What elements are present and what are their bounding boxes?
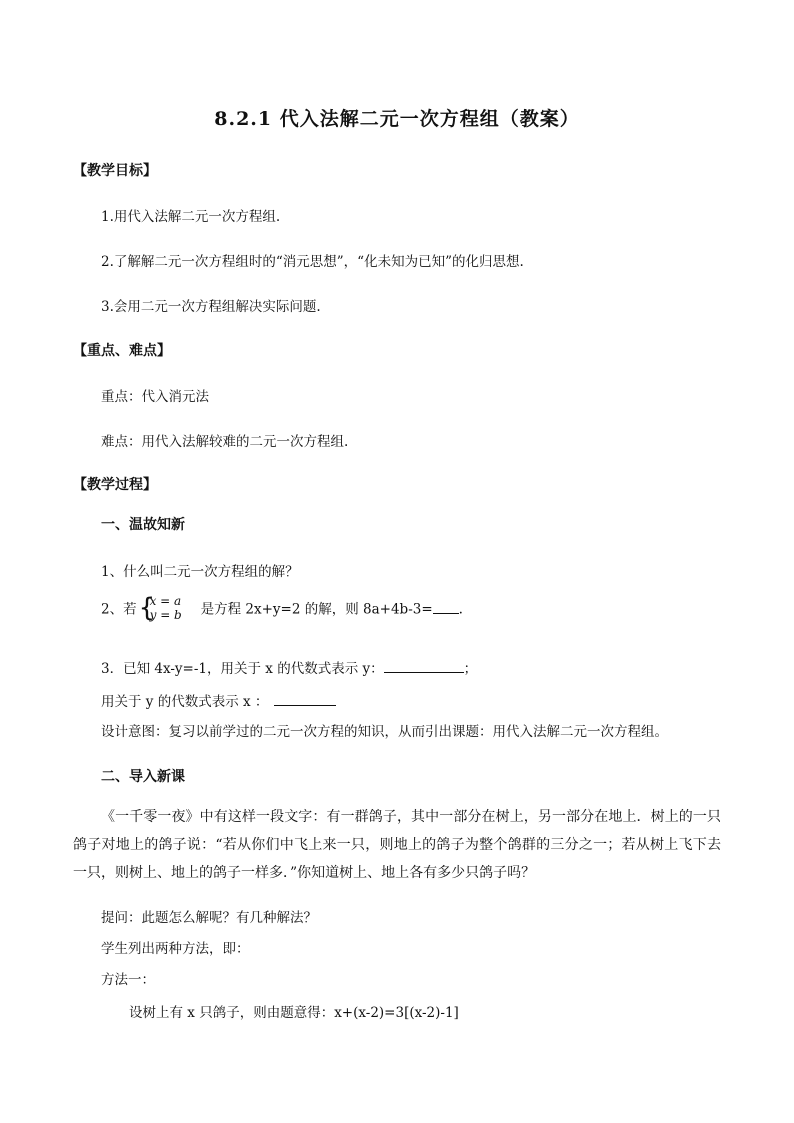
students-text: 学生列出两种方法，即： [101,941,250,957]
answer-blank [433,599,459,614]
objective-item: 1.用代入法解二元一次方程组. [101,209,281,225]
method-1-label: 方法一： [101,972,155,988]
review-question-3b [101,690,336,710]
question-text: 提问：此题怎么解呢？有几种解法？ [101,910,317,926]
page-title: 8.2.1 代入法解二元一次方程组（教案） [214,108,580,130]
answer-blank [274,691,336,706]
section-heading-objectives: 【教学目标】 [73,163,157,179]
objective-item: 3.会用二元一次方程组解决实际问题. [101,299,321,315]
section-heading-keypoints: 【重点、难点】 [73,343,171,359]
design-intent: 设计意图：复习以前学过的二元一次方程的知识，从而引出课题：用代入法解二元一次方程组。 [101,724,668,740]
equation-line-2: y = b [149,608,182,622]
q3-text: 3．已知 4x-y=-1，用关于 x 的代数式表示 y： [101,661,384,677]
story-paragraph: 《一千零一夜》中有这样一段文字：有一群鸽子，其中一部分在树上，另一部分在地上．树上的一只鸽子对地上的鸽子说：“若从你们中飞上来一只，则地上的鸽子为整个鸽群的三分之一；若从树上飞下去一只，则树上、地上的鸽子一样多．”你知道树上、地上各有多少只鸽子吗？ [73,809,721,881]
review-question-1: 1、什么叫二元一次方程组的解？ [101,564,299,580]
brace-icon: { [138,593,156,623]
review-question-3 [101,657,477,677]
difficult-point: 难点：用代入法解较难的二元一次方程组. [101,434,349,450]
objective-item: 2.了解解二元一次方程组时的“消元思想”，“化未知为已知”的化归思想. [101,254,524,270]
method-1-equation: 设树上有 x 只鸽子，则由题意得：x+(x-2)=3[(x-2)-1] [129,1005,459,1021]
answer-blank [384,658,464,673]
section-heading-process: 【教学过程】 [73,477,157,493]
key-point: 重点：代入消元法 [101,389,209,405]
q3b-text: 用关于 y 的代数式表示 x ： [101,694,269,710]
q2-end: . [458,601,463,618]
q3-end: ； [463,661,478,677]
review-question-2 [101,593,463,623]
q2-prefix: 2、若 [101,601,137,618]
equation-line-1: x = a [149,594,182,608]
subsection-heading-intro: 二、导入新课 [101,769,185,785]
subsection-heading-review: 一、温故知新 [101,517,185,533]
q2-suffix: 是方程 2x+y=2 的解，则 8a+4b-3= [200,601,433,618]
equation-system [138,593,199,623]
